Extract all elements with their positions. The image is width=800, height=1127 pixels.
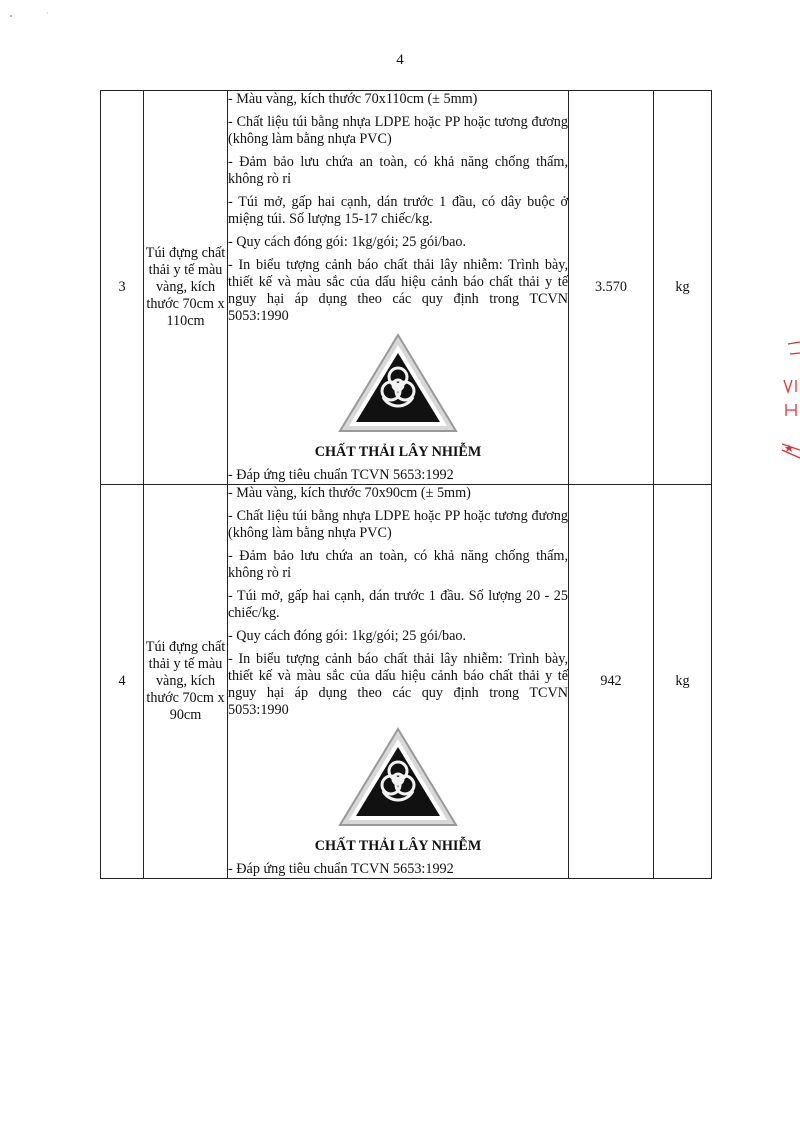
biohazard-icon: [336, 725, 460, 829]
description-line: - Màu vàng, kích thước 70x110cm (± 5mm): [228, 91, 478, 107]
scan-speck-marks: [8, 10, 48, 18]
page-number: 4: [396, 52, 404, 68]
specification-table: [100, 90, 712, 879]
quantity: 942: [569, 485, 654, 879]
unit: kg: [654, 91, 712, 485]
description-line: - Quy cách đóng gói: 1kg/gói; 25 gói/bao.: [228, 628, 467, 644]
biohazard-symbol: [228, 725, 568, 834]
description-line: - Màu vàng, kích thước 70x90cm (± 5mm): [228, 485, 471, 501]
description-line: - Đảm bảo lưu chứa an toàn, có khả năng chống thấm, không rò rỉ: [228, 548, 568, 581]
biohazard-icon: [336, 331, 460, 435]
quantity: 3.570: [569, 91, 654, 485]
item-description: [228, 485, 569, 879]
description-line: - In biểu tượng cảnh báo chất thải lây nhiễm: Trình bày, thiết kế và màu sắc của dấu hiệu cảnh báo chất thải y tế nguy hại áp dụng theo các quy định trong TCVN 5053:1990: [228, 257, 568, 324]
symbol-caption: CHẤT THẢI LÂY NHIỄM: [314, 444, 482, 460]
item-name: Túi đựng chất thải y tế màu vàng, kích thước 70cm x 90cm: [144, 485, 228, 879]
standard-line: - Đáp ứng tiêu chuẩn TCVN 5653:1992: [228, 861, 454, 877]
unit: kg: [654, 485, 712, 879]
table-row: [101, 485, 712, 879]
item-description: [228, 91, 569, 485]
red-stamp-edge: [778, 340, 800, 470]
standard-line: - Đáp ứng tiêu chuẩn TCVN 5653:1992: [228, 467, 454, 483]
description-line: - Túi mở, gấp hai cạnh, dán trước 1 đầu, có dây buộc ở miệng túi. Số lượng 15-17 chiếc/kg.: [228, 194, 568, 227]
description-line: - Túi mở, gấp hai cạnh, dán trước 1 đầu. Số lượng 20 - 25 chiếc/kg.: [228, 588, 568, 621]
biohazard-symbol: [228, 331, 568, 440]
table-row: [101, 91, 712, 485]
description-line: - Đảm bảo lưu chứa an toàn, có khả năng chống thấm, không rò rỉ: [228, 154, 568, 187]
description-line: - Chất liệu túi bằng nhựa LDPE hoặc PP hoặc tương đương (không làm bằng nhựa PVC): [228, 508, 568, 541]
description-line: - Chất liệu túi bằng nhựa LDPE hoặc PP hoặc tương đương (không làm bằng nhựa PVC): [228, 114, 568, 147]
row-index: 4: [101, 485, 144, 879]
item-name: Túi đựng chất thải y tế màu vàng, kích thước 70cm x 110cm: [144, 91, 228, 485]
symbol-caption: CHẤT THẢI LÂY NHIỄM: [314, 838, 482, 854]
row-index: 3: [101, 91, 144, 485]
description-line: - Quy cách đóng gói: 1kg/gói; 25 gói/bao.: [228, 234, 467, 250]
description-line: - In biểu tượng cảnh báo chất thải lây nhiễm: Trình bày, thiết kế và màu sắc của dấu hiệu cảnh báo chất thải y tế nguy hại áp dụng theo các quy định trong TCVN 5053:1990: [228, 651, 568, 718]
